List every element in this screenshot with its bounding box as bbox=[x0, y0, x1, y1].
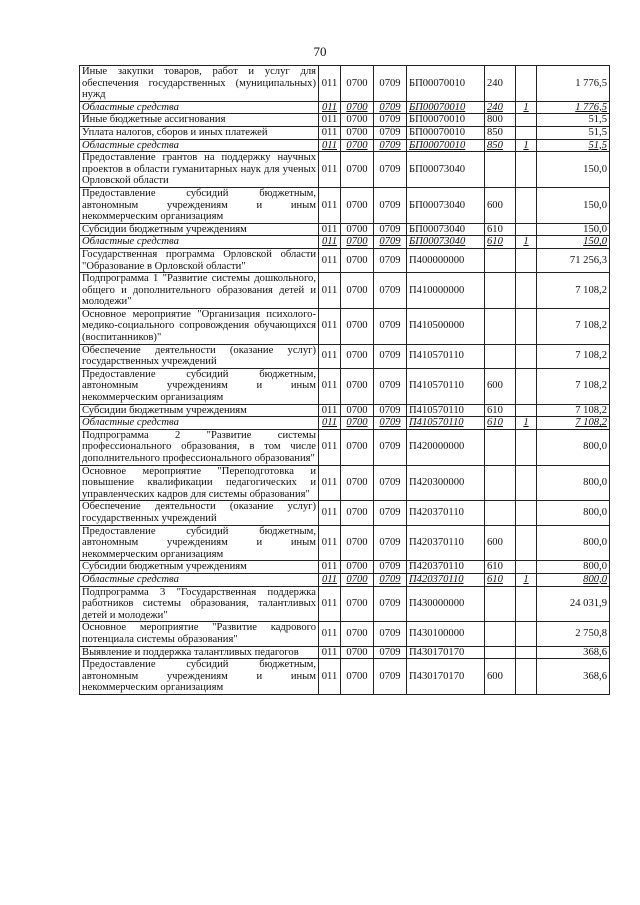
row-section: 0700 bbox=[341, 561, 374, 574]
row-amount: 51,5 bbox=[537, 139, 610, 152]
row-admin-code: 011 bbox=[319, 248, 341, 272]
row-funding-source bbox=[516, 126, 537, 139]
row-amount: 7 108,2 bbox=[537, 417, 610, 430]
row-target-item: П410570110 bbox=[407, 368, 485, 404]
row-amount: 150,0 bbox=[537, 223, 610, 236]
row-target-item: П420370110 bbox=[407, 525, 485, 561]
row-target-item: П430170170 bbox=[407, 659, 485, 695]
row-funding-source: 1 bbox=[516, 236, 537, 249]
row-subsection: 0709 bbox=[374, 126, 407, 139]
row-expense-kind: 240 bbox=[485, 66, 516, 102]
row-name: Основное мероприятие "Организация психолого-медико-социального сопровождения обучающихся (воспитанников)" bbox=[80, 308, 319, 344]
row-admin-code: 011 bbox=[319, 417, 341, 430]
table-row bbox=[80, 368, 610, 404]
row-admin-code: 011 bbox=[319, 501, 341, 525]
row-subsection: 0709 bbox=[374, 273, 407, 309]
row-subsection: 0709 bbox=[374, 417, 407, 430]
row-name: Субсидии бюджетным учреждениям bbox=[80, 561, 319, 574]
row-expense-kind: 610 bbox=[485, 236, 516, 249]
row-target-item: П410570110 bbox=[407, 344, 485, 368]
row-section: 0700 bbox=[341, 248, 374, 272]
table-row bbox=[80, 622, 610, 646]
row-amount: 368,6 bbox=[537, 659, 610, 695]
page-number: 70 bbox=[313, 44, 327, 59]
row-subsection: 0709 bbox=[374, 501, 407, 525]
table-row bbox=[80, 465, 610, 501]
row-admin-code: 011 bbox=[319, 273, 341, 309]
row-expense-kind: 610 bbox=[485, 561, 516, 574]
row-amount: 7 108,2 bbox=[537, 273, 610, 309]
row-name: Субсидии бюджетным учреждениям bbox=[80, 223, 319, 236]
row-subsection: 0709 bbox=[374, 344, 407, 368]
row-admin-code: 011 bbox=[319, 236, 341, 249]
table-row bbox=[80, 525, 610, 561]
row-name: Предоставление субсидий бюджетным, автономным учреждениям и иным некоммерческим организациям bbox=[80, 659, 319, 695]
row-expense-kind: 610 bbox=[485, 223, 516, 236]
row-section: 0700 bbox=[341, 344, 374, 368]
row-expense-kind bbox=[485, 501, 516, 525]
row-name: Уплата налогов, сборов и иных платежей bbox=[80, 126, 319, 139]
table-row bbox=[80, 561, 610, 574]
row-section: 0700 bbox=[341, 368, 374, 404]
row-expense-kind bbox=[485, 465, 516, 501]
row-funding-source bbox=[516, 344, 537, 368]
row-subsection: 0709 bbox=[374, 66, 407, 102]
row-name: Иные закупки товаров, работ и услуг для обеспечения государственных (муниципальных) нужд bbox=[80, 66, 319, 102]
row-section: 0700 bbox=[341, 114, 374, 127]
row-funding-source: 1 bbox=[516, 139, 537, 152]
row-target-item: БП00070010 bbox=[407, 139, 485, 152]
table-row bbox=[80, 101, 610, 114]
row-admin-code: 011 bbox=[319, 586, 341, 622]
row-admin-code: 011 bbox=[319, 465, 341, 501]
row-amount: 7 108,2 bbox=[537, 344, 610, 368]
row-admin-code: 011 bbox=[319, 573, 341, 586]
row-target-item: П410570110 bbox=[407, 417, 485, 430]
row-amount: 51,5 bbox=[537, 114, 610, 127]
row-name: Государственная программа Орловской области "Образование в Орловской области" bbox=[80, 248, 319, 272]
table-row bbox=[80, 152, 610, 188]
row-subsection: 0709 bbox=[374, 429, 407, 465]
row-target-item: П420370110 bbox=[407, 501, 485, 525]
row-target-item: П420300000 bbox=[407, 465, 485, 501]
row-target-item: БП00070010 bbox=[407, 114, 485, 127]
row-section: 0700 bbox=[341, 66, 374, 102]
row-target-item: БП00073040 bbox=[407, 152, 485, 188]
row-funding-source bbox=[516, 273, 537, 309]
row-name: Субсидии бюджетным учреждениям bbox=[80, 404, 319, 417]
row-name: Основное мероприятие "Переподготовка и повышение квалификации педагогических и управленческих кадров для системы образования" bbox=[80, 465, 319, 501]
row-expense-kind: 850 bbox=[485, 126, 516, 139]
row-name: Областные средства bbox=[80, 101, 319, 114]
row-admin-code: 011 bbox=[319, 308, 341, 344]
row-amount: 7 108,2 bbox=[537, 308, 610, 344]
row-section: 0700 bbox=[341, 236, 374, 249]
row-target-item: БП00073040 bbox=[407, 187, 485, 223]
row-target-item: БП00073040 bbox=[407, 236, 485, 249]
table-row bbox=[80, 404, 610, 417]
row-name: Подпрограмма 2 "Развитие системы профессионального образования, в том числе дополнительного профессионального образования" bbox=[80, 429, 319, 465]
row-subsection: 0709 bbox=[374, 248, 407, 272]
row-section: 0700 bbox=[341, 139, 374, 152]
table-row bbox=[80, 248, 610, 272]
row-target-item: П430100000 bbox=[407, 622, 485, 646]
row-expense-kind: 600 bbox=[485, 368, 516, 404]
row-admin-code: 011 bbox=[319, 344, 341, 368]
row-name: Предоставление грантов на поддержку научных проектов в области гуманитарных наук для ученых Орловской области bbox=[80, 152, 319, 188]
row-admin-code: 011 bbox=[319, 622, 341, 646]
row-expense-kind bbox=[485, 646, 516, 659]
row-amount: 800,0 bbox=[537, 561, 610, 574]
row-expense-kind bbox=[485, 273, 516, 309]
row-amount: 1 776,5 bbox=[537, 66, 610, 102]
row-target-item: П430000000 bbox=[407, 586, 485, 622]
table-row bbox=[80, 659, 610, 695]
row-expense-kind bbox=[485, 429, 516, 465]
row-expense-kind: 850 bbox=[485, 139, 516, 152]
table-row bbox=[80, 308, 610, 344]
table-body bbox=[80, 66, 610, 695]
row-funding-source bbox=[516, 561, 537, 574]
row-funding-source bbox=[516, 187, 537, 223]
row-section: 0700 bbox=[341, 501, 374, 525]
row-funding-source bbox=[516, 586, 537, 622]
row-amount: 800,0 bbox=[537, 525, 610, 561]
row-funding-source bbox=[516, 152, 537, 188]
row-admin-code: 011 bbox=[319, 223, 341, 236]
row-name: Областные средства bbox=[80, 139, 319, 152]
row-name: Областные средства bbox=[80, 417, 319, 430]
row-name: Областные средства bbox=[80, 236, 319, 249]
row-amount: 150,0 bbox=[537, 236, 610, 249]
row-admin-code: 011 bbox=[319, 561, 341, 574]
row-name: Обеспечение деятельности (оказание услуг) государственных учреждений bbox=[80, 344, 319, 368]
row-expense-kind: 800 bbox=[485, 114, 516, 127]
row-amount: 368,6 bbox=[537, 646, 610, 659]
row-expense-kind bbox=[485, 248, 516, 272]
row-amount: 150,0 bbox=[537, 152, 610, 188]
table-row bbox=[80, 139, 610, 152]
row-name: Подпрограмма 3 "Государственная поддержка работников системы образования, талантливых детей и молодежи" bbox=[80, 586, 319, 622]
row-name: Иные бюджетные ассигнования bbox=[80, 114, 319, 127]
row-section: 0700 bbox=[341, 429, 374, 465]
row-target-item: П410000000 bbox=[407, 273, 485, 309]
row-admin-code: 011 bbox=[319, 152, 341, 188]
row-target-item: П420000000 bbox=[407, 429, 485, 465]
table-row bbox=[80, 417, 610, 430]
row-expense-kind: 610 bbox=[485, 573, 516, 586]
row-subsection: 0709 bbox=[374, 646, 407, 659]
row-section: 0700 bbox=[341, 622, 374, 646]
row-section: 0700 bbox=[341, 223, 374, 236]
row-expense-kind bbox=[485, 344, 516, 368]
row-section: 0700 bbox=[341, 465, 374, 501]
row-admin-code: 011 bbox=[319, 187, 341, 223]
table-row bbox=[80, 501, 610, 525]
row-funding-source bbox=[516, 368, 537, 404]
row-target-item: П430170170 bbox=[407, 646, 485, 659]
table-row bbox=[80, 114, 610, 127]
row-target-item: П410570110 bbox=[407, 404, 485, 417]
row-subsection: 0709 bbox=[374, 368, 407, 404]
row-target-item: П420370110 bbox=[407, 561, 485, 574]
row-funding-source bbox=[516, 659, 537, 695]
row-amount: 51,5 bbox=[537, 126, 610, 139]
row-amount: 800,0 bbox=[537, 501, 610, 525]
row-expense-kind bbox=[485, 622, 516, 646]
row-expense-kind: 600 bbox=[485, 525, 516, 561]
row-section: 0700 bbox=[341, 101, 374, 114]
budget-table bbox=[79, 65, 610, 695]
row-funding-source bbox=[516, 248, 537, 272]
row-admin-code: 011 bbox=[319, 429, 341, 465]
row-expense-kind bbox=[485, 152, 516, 188]
row-section: 0700 bbox=[341, 152, 374, 188]
table-row bbox=[80, 236, 610, 249]
row-target-item: П410500000 bbox=[407, 308, 485, 344]
row-admin-code: 011 bbox=[319, 404, 341, 417]
table-row bbox=[80, 573, 610, 586]
row-expense-kind: 600 bbox=[485, 659, 516, 695]
row-target-item: БП00070010 bbox=[407, 126, 485, 139]
row-amount: 24 031,9 bbox=[537, 586, 610, 622]
row-subsection: 0709 bbox=[374, 223, 407, 236]
row-subsection: 0709 bbox=[374, 101, 407, 114]
row-expense-kind bbox=[485, 308, 516, 344]
row-funding-source: 1 bbox=[516, 101, 537, 114]
row-funding-source bbox=[516, 404, 537, 417]
row-name: Основное мероприятие "Развитие кадрового потенциала системы образования" bbox=[80, 622, 319, 646]
row-amount: 800,0 bbox=[537, 429, 610, 465]
row-target-item: П400000000 bbox=[407, 248, 485, 272]
row-name: Подпрограмма 1 "Развитие системы дошкольного, общего и дополнительного образования детей и молодежи" bbox=[80, 273, 319, 309]
row-section: 0700 bbox=[341, 417, 374, 430]
row-subsection: 0709 bbox=[374, 561, 407, 574]
row-section: 0700 bbox=[341, 659, 374, 695]
row-subsection: 0709 bbox=[374, 114, 407, 127]
table-row bbox=[80, 223, 610, 236]
row-expense-kind: 600 bbox=[485, 187, 516, 223]
row-subsection: 0709 bbox=[374, 152, 407, 188]
row-target-item: БП00073040 bbox=[407, 223, 485, 236]
row-amount: 1 776,5 bbox=[537, 101, 610, 114]
row-name: Предоставление субсидий бюджетным, автономным учреждениям и иным некоммерческим организациям bbox=[80, 187, 319, 223]
row-admin-code: 011 bbox=[319, 114, 341, 127]
row-amount: 800,0 bbox=[537, 573, 610, 586]
row-amount: 7 108,2 bbox=[537, 368, 610, 404]
row-amount: 71 256,3 bbox=[537, 248, 610, 272]
table-row bbox=[80, 126, 610, 139]
row-section: 0700 bbox=[341, 646, 374, 659]
row-funding-source bbox=[516, 223, 537, 236]
row-admin-code: 011 bbox=[319, 368, 341, 404]
row-target-item: БП00070010 bbox=[407, 66, 485, 102]
row-subsection: 0709 bbox=[374, 404, 407, 417]
row-subsection: 0709 bbox=[374, 465, 407, 501]
row-section: 0700 bbox=[341, 273, 374, 309]
row-expense-kind: 610 bbox=[485, 404, 516, 417]
row-subsection: 0709 bbox=[374, 187, 407, 223]
row-expense-kind: 610 bbox=[485, 417, 516, 430]
row-funding-source bbox=[516, 465, 537, 501]
row-section: 0700 bbox=[341, 586, 374, 622]
table-row bbox=[80, 187, 610, 223]
row-name: Предоставление субсидий бюджетным, автономным учреждениям и иным некоммерческим организациям bbox=[80, 525, 319, 561]
row-amount: 800,0 bbox=[537, 465, 610, 501]
row-expense-kind bbox=[485, 586, 516, 622]
table-row bbox=[80, 429, 610, 465]
row-expense-kind: 240 bbox=[485, 101, 516, 114]
row-section: 0700 bbox=[341, 525, 374, 561]
row-amount: 7 108,2 bbox=[537, 404, 610, 417]
row-funding-source bbox=[516, 429, 537, 465]
row-subsection: 0709 bbox=[374, 236, 407, 249]
row-name: Выявление и поддержка талантливых педагогов bbox=[80, 646, 319, 659]
row-amount: 2 750,8 bbox=[537, 622, 610, 646]
row-funding-source bbox=[516, 308, 537, 344]
row-subsection: 0709 bbox=[374, 139, 407, 152]
row-amount: 150,0 bbox=[537, 187, 610, 223]
row-name: Предоставление субсидий бюджетным, автономным учреждениям и иным некоммерческим организациям bbox=[80, 368, 319, 404]
row-admin-code: 011 bbox=[319, 646, 341, 659]
row-funding-source bbox=[516, 66, 537, 102]
row-section: 0700 bbox=[341, 404, 374, 417]
row-subsection: 0709 bbox=[374, 308, 407, 344]
row-funding-source: 1 bbox=[516, 417, 537, 430]
table-row bbox=[80, 344, 610, 368]
table-row bbox=[80, 586, 610, 622]
row-section: 0700 bbox=[341, 573, 374, 586]
row-admin-code: 011 bbox=[319, 659, 341, 695]
table-row bbox=[80, 66, 610, 102]
row-funding-source bbox=[516, 114, 537, 127]
row-subsection: 0709 bbox=[374, 659, 407, 695]
row-funding-source: 1 bbox=[516, 573, 537, 586]
row-admin-code: 011 bbox=[319, 126, 341, 139]
row-target-item: БП00070010 bbox=[407, 101, 485, 114]
row-subsection: 0709 bbox=[374, 622, 407, 646]
row-subsection: 0709 bbox=[374, 586, 407, 622]
table-row bbox=[80, 646, 610, 659]
row-funding-source bbox=[516, 646, 537, 659]
row-subsection: 0709 bbox=[374, 573, 407, 586]
row-admin-code: 011 bbox=[319, 139, 341, 152]
row-funding-source bbox=[516, 525, 537, 561]
row-target-item: П420370110 bbox=[407, 573, 485, 586]
table-row bbox=[80, 273, 610, 309]
row-subsection: 0709 bbox=[374, 525, 407, 561]
row-funding-source bbox=[516, 501, 537, 525]
row-name: Областные средства bbox=[80, 573, 319, 586]
row-admin-code: 011 bbox=[319, 525, 341, 561]
row-funding-source bbox=[516, 622, 537, 646]
row-admin-code: 011 bbox=[319, 66, 341, 102]
row-section: 0700 bbox=[341, 126, 374, 139]
row-section: 0700 bbox=[341, 187, 374, 223]
row-admin-code: 011 bbox=[319, 101, 341, 114]
row-name: Обеспечение деятельности (оказание услуг) государственных учреждений bbox=[80, 501, 319, 525]
row-section: 0700 bbox=[341, 308, 374, 344]
